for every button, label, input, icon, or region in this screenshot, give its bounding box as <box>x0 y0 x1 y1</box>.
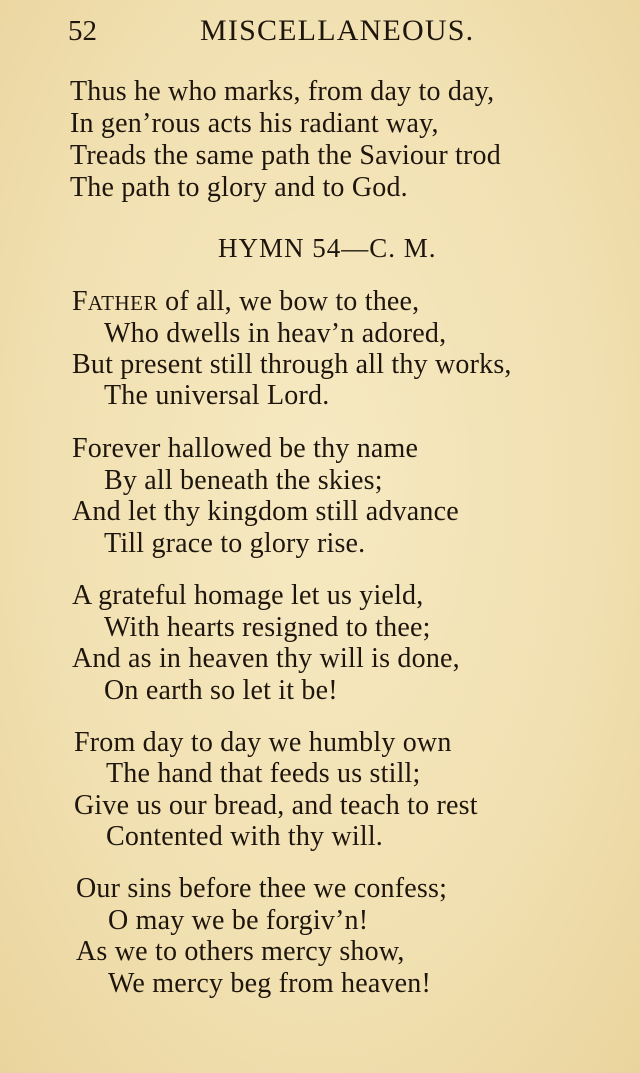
stanza-5-line-2: O may we be forgiv’n! <box>108 905 369 936</box>
intro-line-4: The path to glory and to God. <box>70 172 408 203</box>
first-line-rest: of all, we bow to thee, <box>157 286 420 317</box>
stanza-3-line-3: And as in heaven thy will is done, <box>72 643 460 674</box>
small-caps-rest: ATHER <box>87 291 158 315</box>
intro-line-3: Treads the same path the Saviour trod <box>70 140 501 171</box>
stanza-5-line-4: We mercy beg from heaven! <box>108 968 432 999</box>
stanza-4-line-1: From day to day we humbly own <box>74 727 452 758</box>
hymn-title: HYMN 54—C. M. <box>218 233 437 263</box>
stanza-1-line-3: But present still through all thy works, <box>72 349 512 380</box>
stanza-2-line-1: Forever hallowed be thy name <box>72 433 419 464</box>
small-caps-initial: F <box>72 286 88 317</box>
stanza-3-line-4: On earth so let it be! <box>104 675 338 706</box>
stanza-1-line-4: The universal Lord. <box>104 380 330 411</box>
stanza-3-line-1: A grateful homage let us yield, <box>72 580 424 611</box>
stanza-2-line-2: By all beneath the skies; <box>104 465 383 496</box>
stanza-4-line-2: The hand that feeds us still; <box>106 758 421 789</box>
stanza-4-line-3: Give us our bread, and teach to rest <box>74 790 478 821</box>
page-number: 52 <box>68 15 97 47</box>
intro-line-2: In gen’rous acts his radiant way, <box>70 108 439 139</box>
stanza-4-line-4: Contented with thy will. <box>106 821 384 852</box>
stanza-5-line-3: As we to others mercy show, <box>76 936 405 967</box>
stanza-5-line-1: Our sins before thee we confess; <box>76 873 448 904</box>
stanza-2-line-3: And let thy kingdom still advance <box>72 496 459 527</box>
intro-line-1: Thus he who marks, from day to day, <box>70 76 495 107</box>
stanza-3-line-2: With hearts resigned to thee; <box>104 612 431 643</box>
running-head: MISCELLANEOUS. <box>200 14 475 47</box>
stanza-1-line-2: Who dwells in heav’n adored, <box>104 318 447 349</box>
stanza-1-line-1 <box>72 286 419 319</box>
stanza-2-line-4: Till grace to glory rise. <box>104 528 366 559</box>
